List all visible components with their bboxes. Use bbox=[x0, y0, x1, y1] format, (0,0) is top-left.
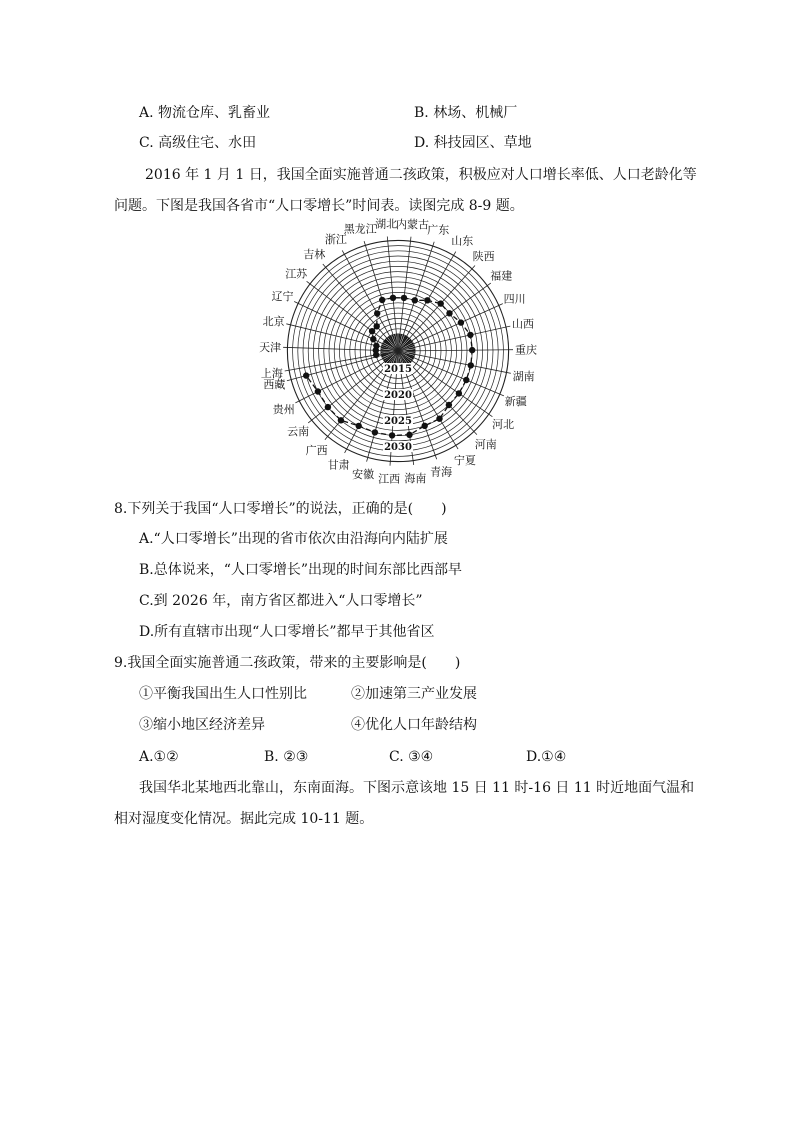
province-label-江西: 江西 bbox=[378, 472, 401, 486]
province-label-重庆: 重庆 bbox=[515, 343, 537, 357]
point-西藏 bbox=[303, 372, 309, 378]
province-label-天津: 天津 bbox=[259, 340, 282, 354]
year-label-2025: 2025 bbox=[384, 416, 412, 427]
point-广西 bbox=[338, 417, 344, 423]
point-湖南 bbox=[468, 362, 474, 368]
province-label-陕西: 陕西 bbox=[472, 249, 495, 263]
q7-option-a: A. 物流仓库、乳畜业 bbox=[139, 105, 271, 121]
province-label-青海: 青海 bbox=[430, 465, 453, 479]
point-河南 bbox=[446, 402, 452, 408]
point-黑龙江 bbox=[379, 297, 385, 303]
point-陕西 bbox=[438, 300, 444, 306]
spoke-上海 bbox=[285, 351, 398, 371]
q9-statement-3: ③缩小地区经济差异 bbox=[139, 717, 265, 733]
point-山西 bbox=[467, 332, 473, 338]
spoke-吉林 bbox=[323, 264, 398, 351]
province-label-内蒙古: 内蒙古 bbox=[396, 217, 429, 231]
province-label-辽宁: 辽宁 bbox=[271, 289, 294, 303]
point-甘肃 bbox=[356, 423, 362, 429]
q7-option-d: D. 科技园区、草地 bbox=[414, 135, 532, 151]
spoke-陕西 bbox=[398, 266, 475, 352]
point-吉林 bbox=[374, 323, 380, 329]
spoke-贵州 bbox=[295, 351, 398, 403]
spoke-湖南 bbox=[398, 351, 511, 373]
province-label-广东: 广东 bbox=[427, 223, 450, 237]
province-label-湖北: 湖北 bbox=[375, 217, 398, 231]
q9-option-d: D.①④ bbox=[526, 749, 567, 765]
province-label-黑龙江: 黑龙江 bbox=[343, 222, 377, 236]
point-江西 bbox=[389, 432, 395, 438]
point-湖北 bbox=[390, 295, 396, 301]
province-label-上海: 上海 bbox=[260, 367, 283, 381]
q8-stem: 8.下列关于我国“人口零增长”的说法，正确的是( ) bbox=[114, 501, 447, 517]
q8-option-a: A.“人口零增长”出现的省市依次由沿海向内陆扩展 bbox=[139, 531, 448, 547]
point-重庆 bbox=[469, 347, 475, 353]
province-label-四川: 四川 bbox=[503, 292, 526, 306]
province-label-新疆: 新疆 bbox=[504, 395, 527, 408]
year-label-2020: 2020 bbox=[384, 390, 412, 401]
province-label-浙江: 浙江 bbox=[324, 233, 347, 246]
province-label-山西: 山西 bbox=[512, 317, 534, 331]
q8-option-c: C.到 2026 年，南方省区都进入“人口零增长” bbox=[139, 593, 423, 609]
point-贵州 bbox=[315, 388, 321, 394]
intro-8-9-line2: 问题。下图是我国各省市“人口零增长”时间表。读图完成 8-9 题。 bbox=[114, 198, 524, 214]
intro-8-9-line1: 2016 年 1 月 1 日，我国全面实施普通二孩政策，积极应对人口增长率低、人口老龄化等 bbox=[145, 167, 697, 183]
point-河北 bbox=[456, 390, 462, 396]
intro-10-11-line2: 相对湿度变化情况。据此完成 10-11 题。 bbox=[114, 811, 374, 827]
point-山东 bbox=[424, 297, 430, 303]
year-label-2015: 2015 bbox=[384, 364, 412, 375]
spoke-江苏 bbox=[307, 281, 398, 351]
province-label-宁夏: 宁夏 bbox=[453, 454, 476, 468]
q8-option-b: B.总体说来，“人口零增长”出现的时间东部比西部早 bbox=[139, 562, 463, 578]
province-label-江苏: 江苏 bbox=[285, 267, 308, 281]
point-辽宁 bbox=[370, 336, 376, 342]
point-四川 bbox=[458, 319, 464, 325]
province-label-贵州: 贵州 bbox=[272, 402, 295, 416]
spoke-辽宁 bbox=[294, 302, 398, 352]
point-云南 bbox=[325, 404, 331, 410]
q8-option-d: D.所有直辖市出现“人口零增长”都早于其他省区 bbox=[139, 624, 435, 640]
intro-10-11-line1: 我国华北某地西北靠山，东南面海。下图示意该地 15 日 11 时-16 日 11 时近地面气温和 bbox=[139, 780, 695, 796]
chart-spokes bbox=[283, 237, 513, 466]
q7-option-c: C. 高级住宅、水田 bbox=[139, 135, 257, 151]
point-北京 bbox=[373, 343, 379, 349]
province-label-西藏: 西藏 bbox=[263, 378, 286, 392]
province-label-海南: 海南 bbox=[404, 471, 427, 485]
point-福建 bbox=[446, 310, 452, 316]
province-label-湖南: 湖南 bbox=[512, 369, 535, 383]
spoke-内蒙古 bbox=[398, 237, 411, 351]
q9-statement-1: ①平衡我国出生人口性别比 bbox=[139, 686, 307, 702]
q7-option-b: B. 林场、机械厂 bbox=[414, 105, 518, 121]
population-zero-growth-radial-chart bbox=[255, 217, 545, 486]
point-江苏 bbox=[369, 328, 375, 334]
province-label-甘肃: 甘肃 bbox=[327, 458, 350, 472]
province-label-山东: 山东 bbox=[451, 234, 474, 248]
province-label-安徽: 安徽 bbox=[352, 468, 375, 482]
province-label-广西: 广西 bbox=[305, 443, 328, 457]
point-内蒙古 bbox=[401, 295, 407, 301]
province-label-河北: 河北 bbox=[492, 418, 515, 432]
province-label-云南: 云南 bbox=[287, 425, 310, 438]
q9-statement-2: ②加速第三产业发展 bbox=[351, 686, 477, 702]
province-label-河南: 河南 bbox=[474, 438, 497, 452]
point-青海 bbox=[422, 423, 428, 429]
q9-option-b: B. ②③ bbox=[264, 749, 309, 765]
province-label-吉林: 吉林 bbox=[303, 248, 326, 262]
year-label-2030: 2030 bbox=[384, 442, 412, 453]
q9-statement-4: ④优化人口年龄结构 bbox=[351, 717, 477, 733]
point-浙江 bbox=[374, 310, 380, 316]
point-新疆 bbox=[463, 377, 469, 383]
province-label-北京: 北京 bbox=[262, 314, 285, 328]
q9-option-c: C. ③④ bbox=[389, 749, 434, 765]
point-广东 bbox=[412, 297, 418, 303]
province-label-福建: 福建 bbox=[490, 269, 513, 283]
point-海南 bbox=[406, 432, 412, 438]
point-安徽 bbox=[372, 429, 378, 435]
point-宁夏 bbox=[436, 416, 442, 422]
q9-stem: 9.我国全面实施普通二孩政策，带来的主要影响是( ) bbox=[114, 655, 461, 671]
q9-option-a: A.①② bbox=[139, 749, 179, 765]
